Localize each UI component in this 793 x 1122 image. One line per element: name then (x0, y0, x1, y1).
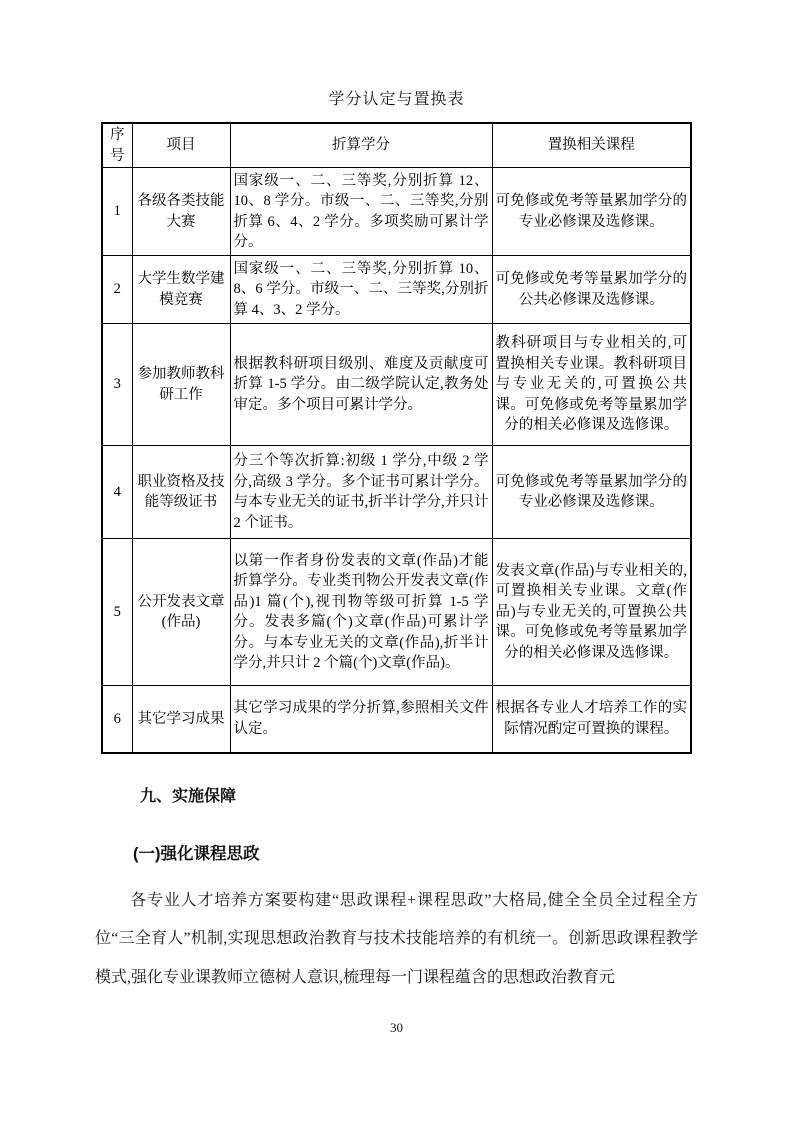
body-paragraph: 各专业人才培养方案要构建“思政课程+课程思政”大格局,健全全员全过程全方位“三全育人”机制,实现思想政治教育与技术技能培养的有机统一。创新思政课程教学模式,强化专业课教师立德树人意识,梳理每一门课程蕴含的思想政治教育元 (95, 891, 698, 986)
table-row (102, 539, 691, 686)
header-item: 项目 (132, 123, 230, 168)
seq-no-cell: 6 (102, 686, 132, 753)
replacement-cell: 教科研项目与专业相关的,可置换相关专业课。教科研项目与专业无关的,可置换公共课。可免修或免考等量累加学分的相关必修课及选修课。 (492, 324, 691, 446)
table-row (102, 256, 691, 324)
seq-no-cell: 3 (102, 324, 132, 446)
credit-recognition-table (101, 122, 692, 754)
item-cell: 各级各类技能大赛 (132, 168, 230, 256)
item-cell: 参加教师教科研工作 (132, 324, 230, 446)
credits-cell: 其它学习成果的学分折算,参照相关文件认定。 (230, 686, 492, 753)
table-header-row (102, 123, 691, 168)
credits-cell: 以第一作者身份发表的文章(作品)才能折算学分。专业类刊物公开发表文章(作品)1 篇(个),视刊物等级可折算 1-5 学分。发表多篇(个)文章(作品)可累计学分。与本专业无关的文章(作品),折半计学分,并只计 2 个篇(个)文章(作品)。 (230, 539, 492, 686)
table-row (102, 324, 691, 446)
header-replacement: 置换相关课程 (492, 123, 691, 168)
subsection-heading-one: (一)强化课程思政 (133, 844, 260, 863)
header-seq-no: 序号 (102, 123, 132, 168)
seq-no-cell: 5 (102, 539, 132, 686)
seq-no-cell: 2 (102, 256, 132, 324)
credits-cell: 根据教科研项目级别、难度及贡献度可折算 1-5 学分。由二级学院认定,教务处审定。多个项目可累计学分。 (230, 324, 492, 446)
replacement-cell: 发表文章(作品)与专业相关的,可置换相关专业课。文章(作品)与专业无关的,可置换公共课。可免修或免考等量累加学分的相关必修课及选修课。 (492, 539, 691, 686)
table-title: 学分认定与置换表 (328, 91, 465, 108)
seq-no-cell: 1 (102, 168, 132, 256)
item-cell: 大学生数学建模竞赛 (132, 256, 230, 324)
credits-cell: 国家级一、二、三等奖,分别折算 12、10、8 学分。市级一、二、三等奖,分别折算 6、4、2 学分。多项奖励可累计学分。 (230, 168, 492, 256)
replacement-cell: 可免修或免考等量累加学分的专业必修课及选修课。 (492, 168, 691, 256)
table-row (102, 446, 691, 539)
table-row (102, 686, 691, 753)
credits-cell: 国家级一、二、三等奖,分别折算 10、8、6 学分。市级一、二、三等奖,分别折算 4、3、2 学分。 (230, 256, 492, 324)
seq-no-cell: 4 (102, 446, 132, 539)
replacement-cell: 根据各专业人才培养工作的实际情况酌定可置换的课程。 (492, 686, 691, 753)
table-row (102, 168, 691, 256)
replacement-cell: 可免修或免考等量累加学分的公共必修课及选修课。 (492, 256, 691, 324)
section-heading-nine: 九、实施保障 (140, 787, 237, 805)
item-cell: 公开发表文章(作品) (132, 539, 230, 686)
page-number: 30 (390, 1020, 403, 1035)
item-cell: 其它学习成果 (132, 686, 230, 753)
header-credits: 折算学分 (230, 123, 492, 168)
replacement-cell: 可免修或免考等量累加学分的专业必修课及选修课。 (492, 446, 691, 539)
item-cell: 职业资格及技能等级证书 (132, 446, 230, 539)
credits-cell: 分三个等次折算:初级 1 学分,中级 2 学分,高级 3 学分。多个证书可累计学分。与本专业无关的证书,折半计学分,并只计 2 个证书。 (230, 446, 492, 539)
